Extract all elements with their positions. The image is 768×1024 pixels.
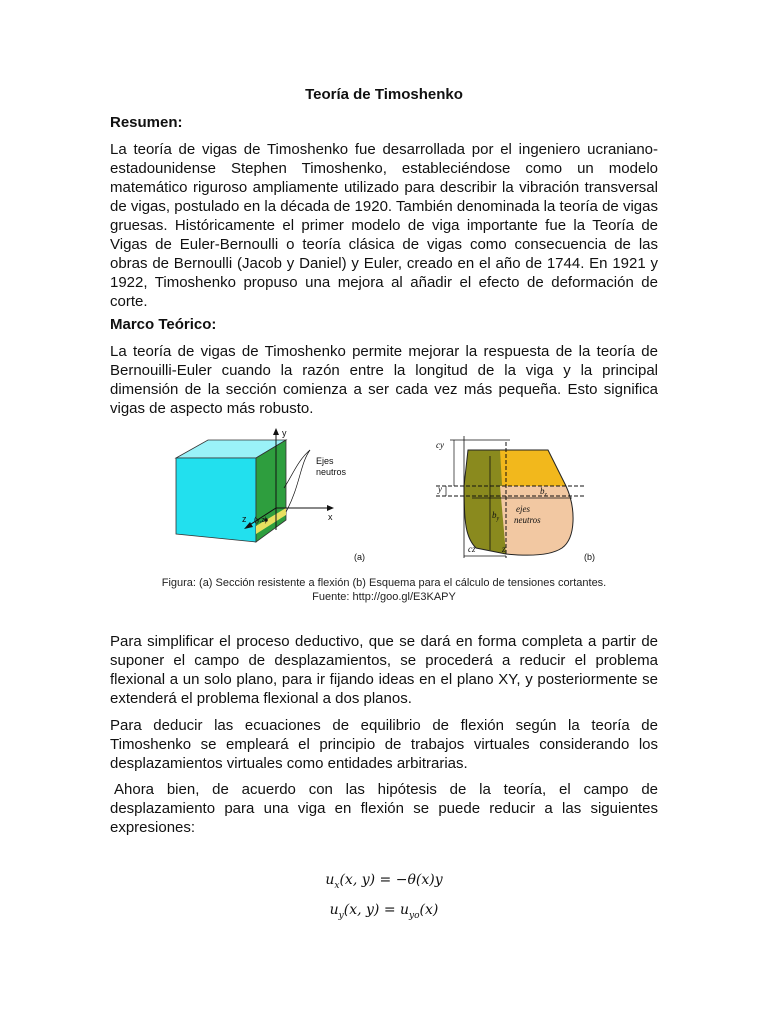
cz-label: cz (468, 544, 476, 554)
ejes-neutros-label-b-1: ejes (516, 504, 530, 514)
panel-b-label: (b) (584, 552, 595, 562)
equation-ux: $u_x(x$, y) = −θ(x)y (325, 872, 443, 891)
ejes-neutros-label-a-2: neutros (316, 467, 347, 477)
axis-y-label-a: y (282, 428, 287, 438)
figure-panel-b (436, 436, 595, 562)
beam-front-face (176, 458, 256, 542)
point-yz-label: (y,z) (254, 517, 268, 524)
figure-panel-a (176, 428, 365, 562)
page-title: Teoría de Timoshenko (305, 86, 463, 103)
cy-label: cy (436, 440, 444, 450)
paragraph-deducir: Para deducir las ecuaciones de equilibrio de flexión según la teoría de Timoshenko se empleará el principio de trabajos virtuales considerando los desplazamientos virtuales como entidades arbitrarias. (110, 717, 658, 772)
figure-beam-sections (170, 428, 610, 570)
by-label: $b_y$ (492, 510, 500, 522)
ejes-neutros-label-b-2: neutros (514, 515, 541, 525)
bz-label: $b_z$ (540, 486, 547, 498)
caption-line-1: Figura: (a) Sección resistente a flexión (b) Esquema para el cálculo de tensiones cortantes. (161, 577, 607, 589)
resumen-paragraph: La teoría de vigas de Timoshenko fue desarrollada por el ingeniero ucraniano-estadounidense Stephen Timoshenko, estableciéndose como un modelo matemático riguroso ampliamente utilizado para describir la vibración transversal de vigas, postulado en la década de 1920. También denominada la teoría de vigas gruesas. Históricamente el primer modelo de viga importante fue la Teoría de Vigas de Euler-Bernoulli o teoría clásica de vigas como consecuencia de las obras de Bernoulli (Jacob y Daniel) y Euler, creado en el año de 1744. En 1921 y 1922, Timoshenko propuso una mejora al añadir el efecto de deformación de corte. (110, 141, 658, 310)
ejes-neutros-label-a-1: Ejes (316, 456, 334, 466)
z-label-b: z (502, 544, 506, 554)
axis-z-label-a: z (242, 514, 247, 524)
equation-uy: $u_y(x$, $y) = u_{yo}(x)$ (329, 902, 439, 921)
caption-source: Fuente: http://goo.gl/E3KAPY (312, 591, 456, 603)
paragraph-ahora-bien: Ahora bien, de acuerdo con las hipótesis de la teoría, el campo de desplazamiento para una viga en flexión se puede reducir a las siguientes expresiones: (110, 781, 658, 836)
paragraph-simplificar: Para simplificar el proceso deductivo, que se dará en forma completa a partir de suponer el campo de desplazamientos, se procederá a reducir el problema flexional a un solo plano, para ir fijando ideas en el plano XY, y posteriormente se extenderá el problema flexional a dos planos. (110, 633, 658, 707)
panel-a-label: (a) (354, 552, 365, 562)
y-label-b: y (438, 484, 442, 494)
marco-teorico-paragraph: La teoría de vigas de Timoshenko permite mejorar la respuesta de la teoría de Bernouilli-Euler cuando la razón entre la longitud de la viga y la principal dimensión de la sección comienza a ser cada vez más pequeña. Esto significa vigas de aspecto más robusto. (110, 343, 658, 417)
section-olive-left (464, 450, 506, 554)
resumen-heading: Resumen: (110, 114, 183, 131)
axis-x-label-a: x (328, 512, 333, 522)
marco-teorico-heading: Marco Teórico: (110, 316, 217, 333)
figure-caption (0, 576, 768, 604)
